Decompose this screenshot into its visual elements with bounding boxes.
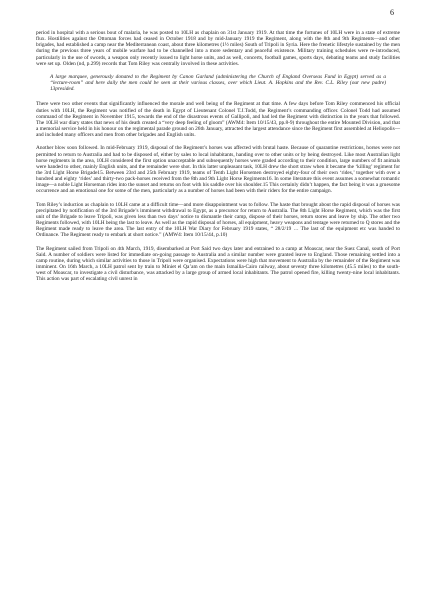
paragraph-5: The Regiment sailed from Tripoli on 4th March, 1919, disembarked at Port Said two days later and entrained to a camp at Moascar, near the Suez Canal, south of Port Said. A number of soldiers were listed for immediate on-going passage to Australia and a similar number were granted leave to England. Those remaining settled into a camp routine, during which similar activities to those in Tripoli were organised. Expectations were high that movement to Australia by the remainder of the Regiment was imminent. On 16th March, a 10LH patrol sent by train to Miniet el Qa’am on the main Ismailia-Cairo railway, about seventy three kilometres (45.5 miles) to the south-west of Moascar, to investigate a civil disturbance, was attacked by a large group of armed local inhabitants. The patrol opened fire, killing twenty-nine local inhabitants. This action was part of escalating civil unrest in	[36, 245, 400, 283]
body-text	[36, 30, 400, 282]
paragraph-4: Tom Riley’s induction as chaplain to 10LH came at a difficult time—and more disappointment was to follow. The haste that brought about the rapid disposal of horses was precipitated by notification of the 3rd Brigade’s imminent withdrawal to Egypt, as a precursor for return to Australia. The 8th Light Horse Regiment, which was the first unit of the Brigade to leave Tripoli, was given less than two days’ notice to dismantle their camp, dispose of their horses, return stores and leave by ship. The other two Regiments followed, with 10LH being the last to leave. As well as the rapid disposal of horses, all equipment, heavy weapons and tentage were returned to Q stores and the Regiment made ready to leave the area. The last entry of the 10LH War Diary for February 1919 states, “ 28/2/19 … The last of the equipment etc was handed to Ordinance. The Regiment ready to embark at short notice.” (AMW4: Item 10/15/44, p.10)	[36, 201, 400, 239]
page-number: 6	[390, 8, 394, 17]
quoted-caption: A large marquee, generously donated to the Regiment by Canon Garland (administering the Church of England Overseas Fund in Egypt) served as a “lecture-room” and here daily the men could be seen at their various classes, over which Lieut. A. Hopkins and the Rev. C.L. Riley (our new padre) 13presided.	[50, 73, 386, 93]
paragraph-2: There were two other events that significantly influenced the morale and well being of the Regiment at that time. A few days before Tom Riley commenced his official duties with 10LH, the Regiment was notified of the death in Egypt of Lieutenant Colonel T.J.Todd, the Regiment’s commanding officer. Colonel Todd had assumed command of the Regiment in November 1915, towards the end of the disastrous events of Gallipoli, and had led the Regiment with distinction in the years that followed. The 10LH war diary states that news of his death created a “very deep feeling of gloom” (AWM4: Item 10/15/43, pp.8-9) throughout the entire Mounted Division, and that a memorial service held in his honour on the regimental parade ground on 26th January, attracted the largest attendance since the Regiment first assembled at Heliopolis—and included many officers and men from other brigades and English units.	[36, 101, 400, 139]
paragraph-3: Another blow soon followed. In mid-February 1919, disposal of the Regiment’s horses was affected with brutal haste. Because of quarantine restrictions, horses were not permitted to return to Australia and had to be disposed of, either by sales to local inhabitants, handing over to other units or by being destroyed. Like most Australian light horse regiments in the area, 10LH considered the first option unacceptable and subsequently horses were graded according to their condition, large numbers of fit animals were handed to other, mainly English units, and the remainder were shot. In this latter unpleasant task, 10LH drew the short straw when it became the ‘killing’ regiment for the 3rd Light Horse Brigade15. Between 23rd and 25th February 1919, teams of Tenth Light Horsemen destroyed eighty-four of their own ‘rides,’ together with over a hundred and eighty ‘rides’ and thirty-two pack-horses received from the 8th and 9th Light Horse Regiments16. In some literature this event assumes a somewhat romantic image—a noble Light Horseman rides into the sunset and returns on foot with his saddle over his shoulder.15 This certainly didn’t happen, the fact being it was a gruesome occurrence and an emotional one for some of the men, particularly as a number of horses had been with their riders for the entire campaign.	[36, 145, 400, 195]
paragraph-1: period in hospital with a serious bout of malaria, he was posted to 10LH as chaplain on 31st January 1919. At that time the fortunes of 10LH were in a state of extreme flux. Hostilities against the Ottoman forces had ceased in October 1918 and by mid-January 1919 the Regiment, along with the 8th and 9th Regiments—and other brigades, had established a camp near the Mediterranean coast, about three kilometres (1½ miles) South of Tripoli in Syria. Here the frenetic lifestyle sustained by the men during the previous three years of mobile warfare had to be channelled into a more sedentary and peaceful existence. Military training schedules were re-introduced, particularly in the use of swords, a weapon only recently issued to light horse units, and as well, concerts, football games, sports days, debating teams and study facilities were set up. Olden (nd, p.299) records that Tom Riley was centrally involved in these activities.	[36, 30, 400, 67]
